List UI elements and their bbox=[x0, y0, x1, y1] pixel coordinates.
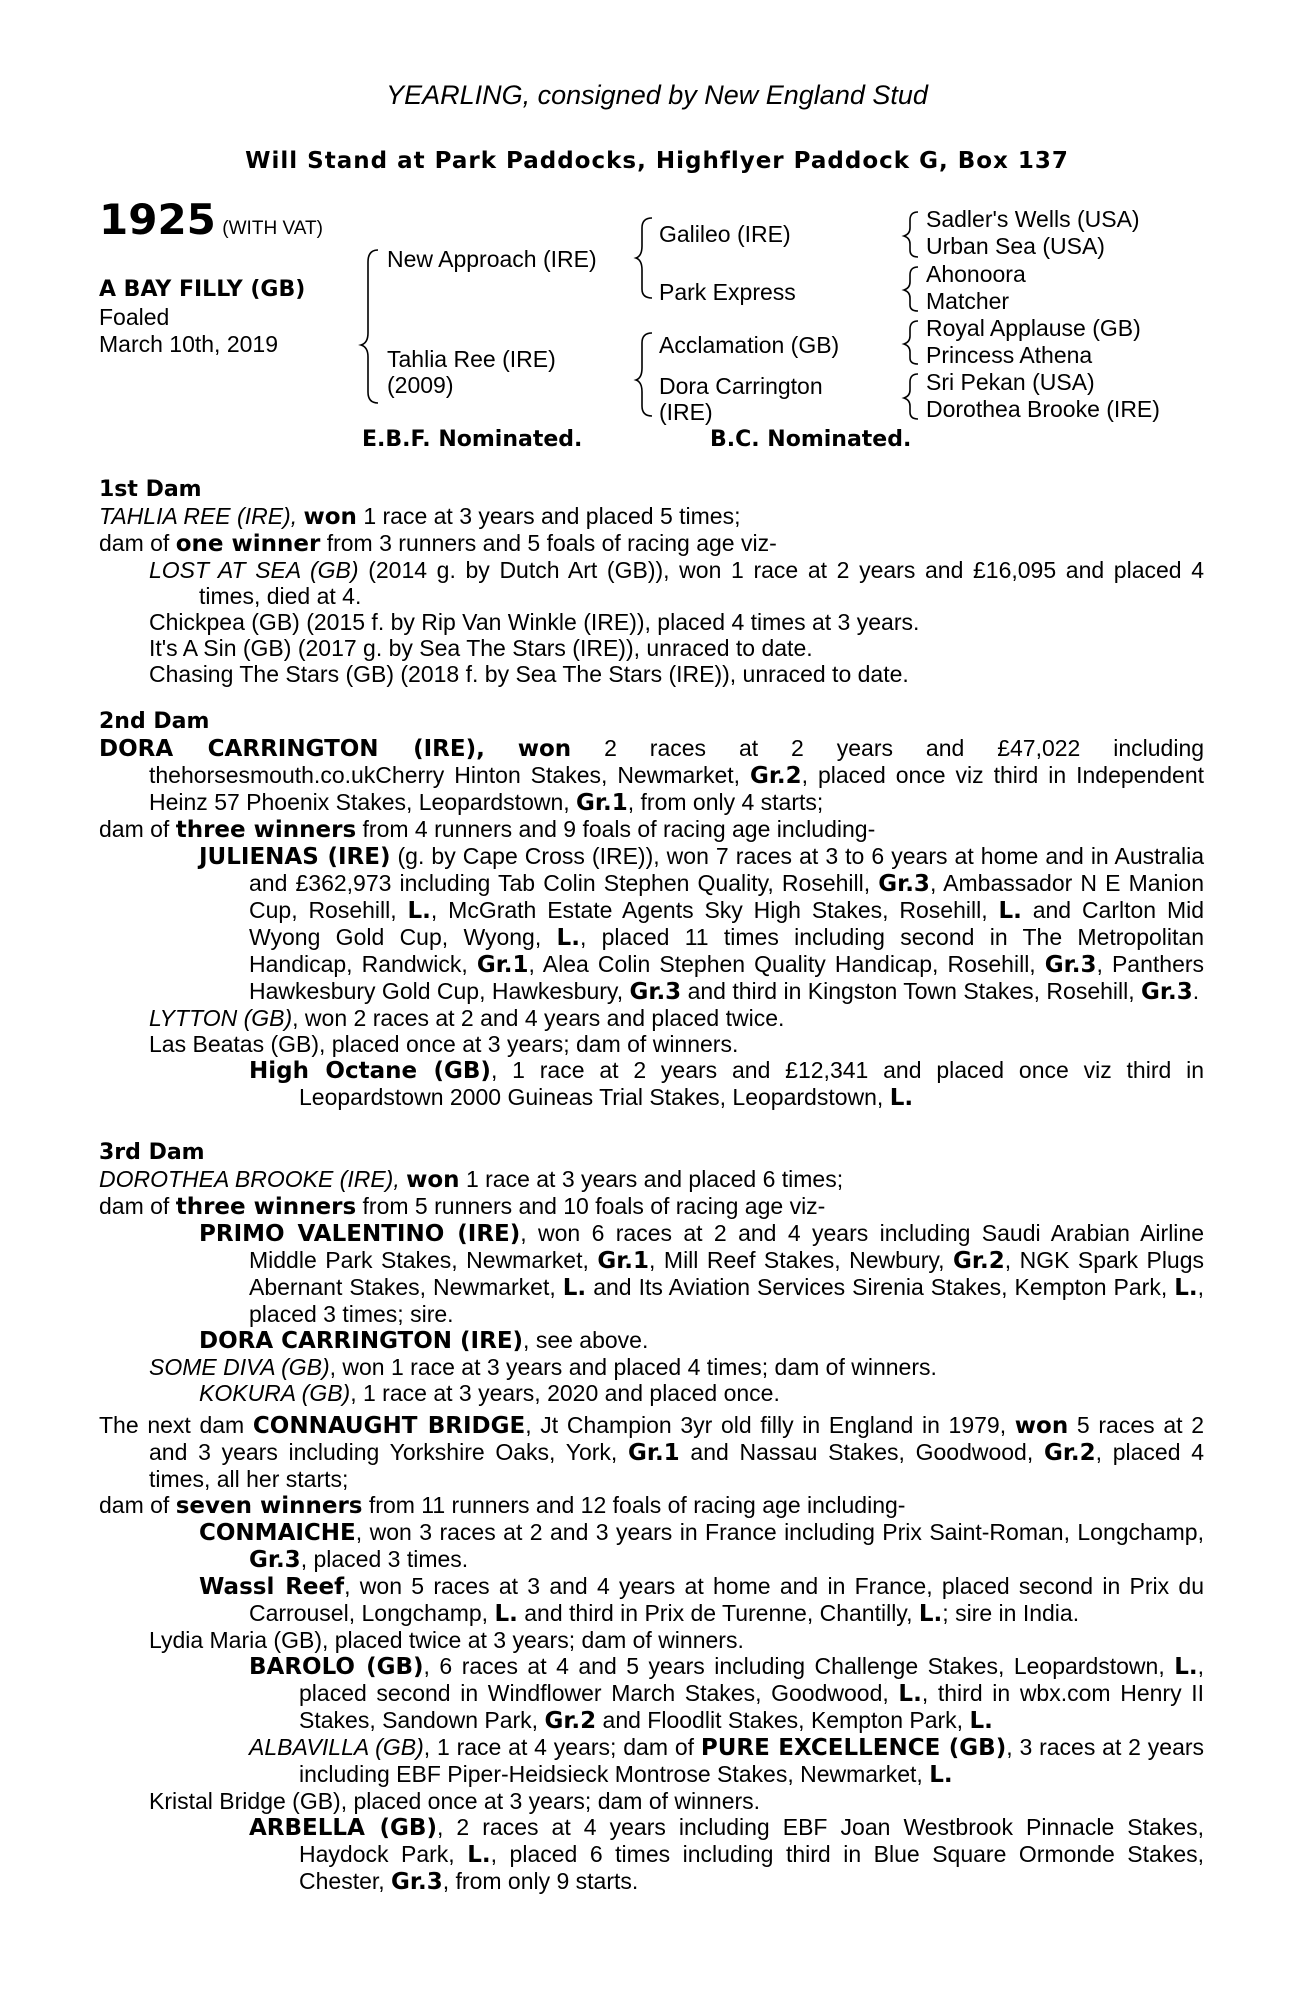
dam-produce-summary: dam of three winners from 5 runners and 10 foals of racing age viz- bbox=[99, 1193, 826, 1220]
bc-nominated: B.C. Nominated. bbox=[710, 427, 912, 452]
dam-record: DORA CARRINGTON (IRE), won 2 races at 2 years and £47,022 including thehorsesmouth.co.ukCherry Hinton Stakes, Newmarket, Gr.2, placed once viz third in Independent Heinz 57 Phoenix Stakes, Leopardstown, Gr.1, from only 4 starts; bbox=[99, 735, 1205, 816]
dam-dam-line2: (IRE) bbox=[659, 399, 713, 425]
produce-item: LOST AT SEA (GB) (2014 g. by Dutch Art (GB)), won 1 race at 2 years and £16,095 and placed 4 times, died at 4. bbox=[149, 557, 1205, 609]
produce-item: ARBELLA (GB), 2 races at 4 years including EBF Joan Westbrook Pinnacle Stakes, Haydock Park, L., placed 6 times including third in Blue Square Ormonde Stakes, Chester, Gr.3, from only 9 starts. bbox=[249, 1814, 1205, 1895]
sire-dam: Park Express bbox=[659, 279, 796, 305]
produce-item: Kristal Bridge (GB), placed once at 3 years; dam of winners. bbox=[149, 1788, 761, 1814]
produce-item: PRIMO VALENTINO (IRE), won 6 races at 2 and 4 years including Saudi Arabian Airline Middle Park Stakes, Newmarket, Gr.1, Mill Reef Stakes, Newbury, Gr.2, NGK Spark Plugs Abernant Stakes, Newmarket, L. and Its Aviation Services Sirenia Stakes, Kempton Park, L., placed 3 times; sire. bbox=[199, 1220, 1205, 1327]
section-heading: 2nd Dam bbox=[99, 709, 210, 734]
dam-produce-summary: dam of three winners from 4 runners and 9 foals of racing age including- bbox=[99, 816, 876, 843]
section-heading: 1st Dam bbox=[99, 477, 202, 502]
foaled-label: Foaled bbox=[99, 304, 170, 330]
produce-item: BAROLO (GB), 6 races at 4 and 5 years including Challenge Stakes, Leopardstown, L., placed second in Windflower March Stakes, Goodwood, L., third in wbx.com Henry II Stakes, Sandown Park, Gr.2 and Floodlit Stakes, Kempton Park, L. bbox=[249, 1653, 1205, 1734]
produce-item: DORA CARRINGTON (IRE), see above. bbox=[199, 1327, 649, 1354]
third-dam-section bbox=[99, 1140, 1204, 1406]
foaled-date: March 10th, 2019 bbox=[99, 331, 279, 357]
dam-produce-summary: dam of seven winners from 11 runners and 12 foals of racing age including- bbox=[99, 1492, 906, 1519]
produce-item: Lydia Maria (GB), placed twice at 3 years; dam of winners. bbox=[149, 1627, 744, 1653]
sds: Ahonoora bbox=[926, 261, 1026, 287]
produce-item: High Octane (GB), 1 race at 2 years and £12,341 and placed once viz third in Leopardstown 2000 Guineas Trial Stakes, Leopardstown, L. bbox=[249, 1057, 1204, 1111]
produce-item: Chasing The Stars (GB) (2018 f. by Sea The Stars (IRE)), unraced to date. bbox=[149, 661, 909, 687]
dam-record: TAHLIA REE (IRE), won 1 race at 3 years and placed 5 times; bbox=[99, 503, 741, 530]
produce-item: KOKURA (GB), 1 race at 3 years, 2020 and placed once. bbox=[199, 1380, 780, 1406]
next-dam-section bbox=[99, 1412, 1204, 1895]
sss: Sadler's Wells (USA) bbox=[926, 206, 1140, 232]
lot-number: 1925 bbox=[99, 195, 216, 244]
produce-item: LYTTON (GB), won 2 races at 2 and 4 years and placed twice. bbox=[149, 1005, 785, 1031]
dam-dam-line1: Dora Carrington bbox=[659, 373, 823, 399]
produce-item: ALBAVILLA (GB), 1 race at 4 years; dam of PURE EXCELLENCE (GB), 3 races at 2 years including EBF Piper-Heidsieck Montrose Stakes, Newmarket, L. bbox=[249, 1734, 1205, 1788]
dam-produce-summary: dam of one winner from 3 runners and 5 foals of racing age viz- bbox=[99, 530, 777, 557]
second-dam-section bbox=[99, 709, 1204, 1111]
sdd: Matcher bbox=[926, 288, 1010, 314]
lot-name: A BAY FILLY (GB) bbox=[99, 277, 306, 302]
sire: New Approach (IRE) bbox=[387, 246, 597, 272]
dam-record: The next dam CONNAUGHT BRIDGE, Jt Champion 3yr old filly in England in 1979, won 5 races at 2 and 3 years including Yorkshire Oaks, York, Gr.1 and Nassau Stakes, Goodwood, Gr.2, placed 4 times, all her starts; bbox=[99, 1412, 1205, 1492]
dsd: Princess Athena bbox=[926, 342, 1093, 368]
vat-note: (WITH VAT) bbox=[222, 218, 323, 239]
produce-item: JULIENAS (IRE) (g. by Cape Cross (IRE)), won 7 races at 3 to 6 years at home and in Australia and £362,973 including Tab Colin Stephen Quality, Rosehill, Gr.3, Ambassador N E Manion Cup, Rosehill, L., McGrath Estate Agents Sky High Stakes, Rosehill, L. and Carlton Mid Wyong Gold Cup, Wyong, L., placed 11 times including second in The Metropolitan Handicap, Randwick, Gr.1, Alea Colin Stephen Quality Handicap, Rosehill, Gr.3, Panthers Hawkesbury Gold Cup, Hawkesbury, Gr.3 and third in Kingston Town Stakes, Rosehill, Gr.3. bbox=[199, 843, 1205, 1005]
produce-item: SOME DIVA (GB), won 1 race at 3 years and placed 4 times; dam of winners. bbox=[149, 1354, 937, 1380]
dam-sire: Acclamation (GB) bbox=[659, 332, 840, 358]
dds: Sri Pekan (USA) bbox=[926, 369, 1095, 395]
produce-item: CONMAICHE, won 3 races at 2 and 3 years in France including Prix Saint-Roman, Longchamp, Gr.3, placed 3 times. bbox=[199, 1519, 1204, 1573]
dam-name: Tahlia Ree (IRE) bbox=[387, 346, 556, 372]
produce-item: Wassl Reef, won 5 races at 3 and 4 years at home and in France, placed second in Prix du Carrousel, Longchamp, L. and third in Prix de Turenne, Chantilly, L.; sire in India. bbox=[199, 1573, 1204, 1627]
section-heading: 3rd Dam bbox=[99, 1140, 205, 1165]
produce-item: Las Beatas (GB), placed once at 3 years; dam of winners. bbox=[149, 1031, 739, 1057]
dam-year: (2009) bbox=[387, 372, 454, 398]
dss: Royal Applause (GB) bbox=[926, 315, 1141, 341]
stand-location: Will Stand at Park Paddocks, Highflyer Paddock G, Box 137 bbox=[245, 148, 1069, 174]
first-dam-section bbox=[99, 477, 1204, 687]
ebf-nominated: E.B.F. Nominated. bbox=[362, 427, 583, 452]
produce-item: Chickpea (GB) (2015 f. by Rip Van Winkle (IRE)), placed 4 times at 3 years. bbox=[149, 609, 920, 635]
produce-item: It's A Sin (GB) (2017 g. by Sea The Stars (IRE)), unraced to date. bbox=[149, 635, 813, 661]
ddd: Dorothea Brooke (IRE) bbox=[926, 396, 1160, 422]
sire-sire: Galileo (IRE) bbox=[659, 221, 791, 247]
ssd: Urban Sea (USA) bbox=[926, 233, 1105, 259]
consignment-heading: YEARLING, consigned by New England Stud bbox=[386, 80, 928, 110]
dam-record: DOROTHEA BROOKE (IRE), won 1 race at 3 years and placed 6 times; bbox=[99, 1166, 844, 1193]
